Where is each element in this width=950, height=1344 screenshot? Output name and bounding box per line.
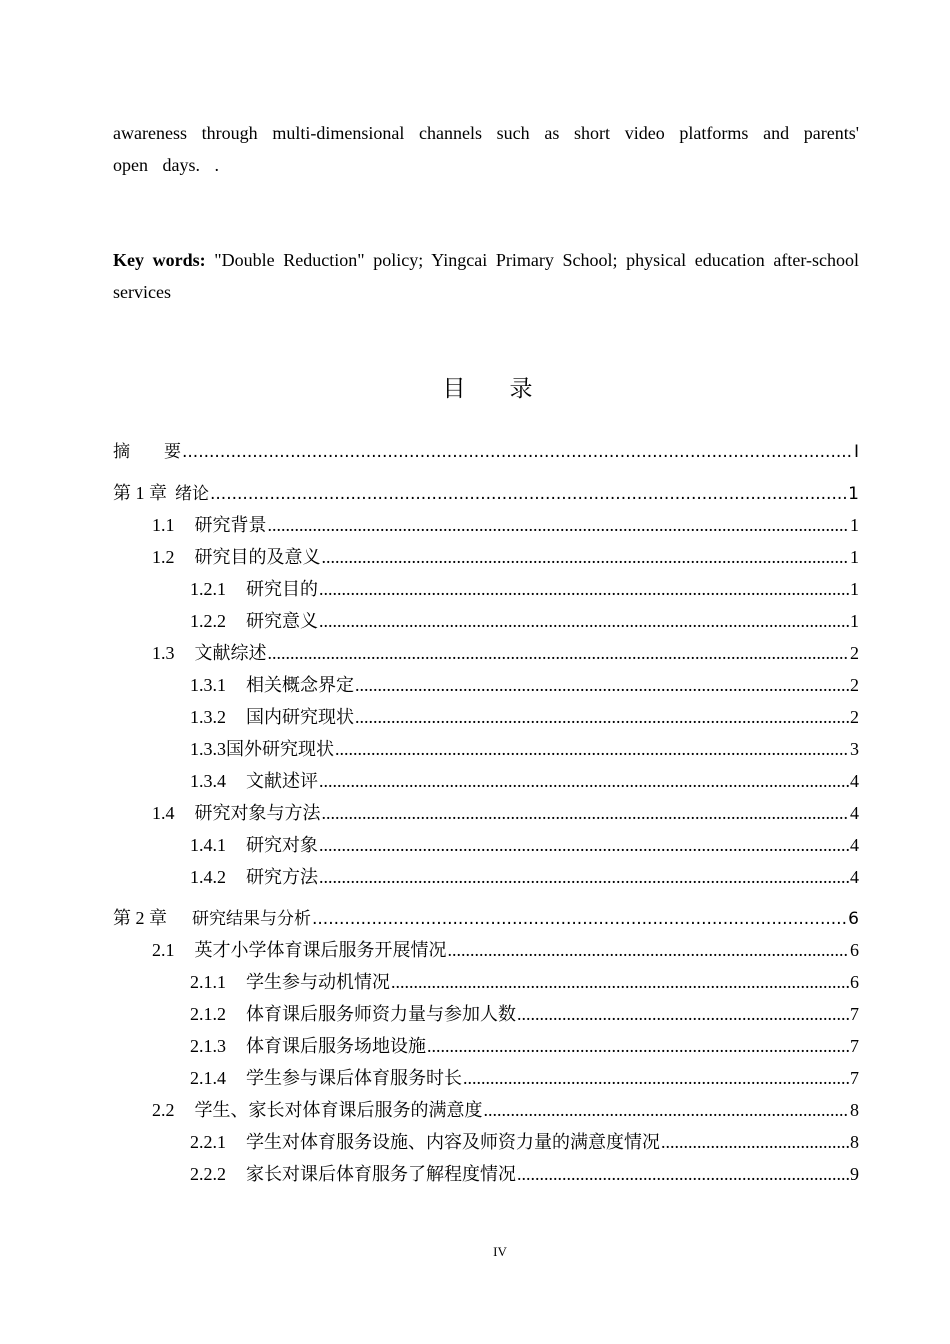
toc-entry-page: 2 xyxy=(850,643,859,663)
toc-leader-dots xyxy=(463,1062,849,1094)
toc-entry-page: I xyxy=(853,442,859,462)
toc-entry-page: 1 xyxy=(850,579,859,599)
toc-entry-page: 1 xyxy=(850,515,859,535)
toc-entry-title: 国外研究现状 xyxy=(226,739,334,759)
toc-entry-page: 4 xyxy=(850,867,859,887)
toc-entry-number: 2.2.1 xyxy=(190,1132,226,1152)
toc-entry-title: 国内研究现状 xyxy=(246,707,354,727)
toc-entry-number: 1.3.3 xyxy=(190,739,226,759)
toc-leader-dots xyxy=(355,701,849,733)
toc-entry-title: 研究结果与分析 xyxy=(175,909,311,929)
table-of-contents xyxy=(113,436,859,1190)
toc-entry-number: 1.1 xyxy=(152,515,175,535)
toc-entry-page: 6 xyxy=(848,909,859,929)
toc-leader-dots xyxy=(517,998,849,1030)
toc-entry[interactable] xyxy=(113,701,859,733)
toc-leader-dots xyxy=(355,669,849,701)
toc-entry-page: 7 xyxy=(850,1068,859,1088)
toc-entry-number: 1.4 xyxy=(152,803,175,823)
toc-entry-number: 2.1.4 xyxy=(190,1068,226,1088)
page-number: IV xyxy=(493,1244,507,1259)
toc-entry[interactable] xyxy=(113,1094,859,1126)
toc-entry-title: 学生对体育服务设施、内容及师资力量的满意度情况 xyxy=(246,1132,660,1152)
toc-title xyxy=(0,370,950,403)
toc-leader-dots xyxy=(322,797,850,829)
toc-entry-page: 4 xyxy=(850,771,859,791)
toc-entry-page: 4 xyxy=(850,803,859,823)
toc-leader-dots xyxy=(391,966,849,998)
toc-entry-page: 1 xyxy=(850,611,859,631)
toc-entry-title: 文献综述 xyxy=(194,643,267,663)
toc-entry-page: 6 xyxy=(850,972,859,992)
toc-entry-number: 2.1.1 xyxy=(190,972,226,992)
toc-entry-page: 7 xyxy=(850,1036,859,1056)
toc-leader-dots xyxy=(312,903,847,934)
toc-entry-page: 1 xyxy=(850,547,859,567)
toc-entry-title: 文献述评 xyxy=(246,771,318,791)
toc-leader-dots xyxy=(322,541,850,573)
toc-entry-number: 第 2 章 xyxy=(113,908,167,928)
keywords-paragraph xyxy=(113,244,859,308)
toc-entry[interactable] xyxy=(113,829,859,861)
toc-entry[interactable] xyxy=(113,765,859,797)
toc-entry-number: 2.1.2 xyxy=(190,1004,226,1024)
toc-leader-dots xyxy=(268,637,850,669)
toc-entry[interactable] xyxy=(113,966,859,998)
toc-entry-title: 学生参与课后体育服务时长 xyxy=(246,1068,462,1088)
keywords-text: "Double Reduction" policy; Yingcai Primary School; physical education after-school services xyxy=(113,250,859,302)
toc-entry-number: 1.2.1 xyxy=(190,579,226,599)
toc-leader-dots xyxy=(319,829,849,861)
toc-entry-page: 4 xyxy=(850,835,859,855)
toc-entry-title: 英才小学体育课后服务开展情况 xyxy=(194,940,447,960)
toc-entry-title: 体育课后服务场地设施 xyxy=(246,1036,426,1056)
toc-title-char: 目 xyxy=(442,376,466,402)
toc-entry-number: 2.1.3 xyxy=(190,1036,226,1056)
toc-entry[interactable] xyxy=(113,861,859,893)
toc-entry-title: 相关概念界定 xyxy=(246,675,354,695)
toc-entry[interactable] xyxy=(113,509,859,541)
toc-entry-title: 研究方法 xyxy=(246,867,318,887)
toc-entry-number: 1.4.2 xyxy=(190,867,226,887)
toc-entry-number: 1.3 xyxy=(152,643,175,663)
toc-entry-title: 研究目的 xyxy=(246,579,318,599)
toc-entry-number: 第 1 章 xyxy=(113,483,167,503)
toc-entry[interactable] xyxy=(113,605,859,637)
toc-entry-page: 8 xyxy=(850,1132,859,1152)
toc-entry-title: 研究意义 xyxy=(246,611,318,631)
toc-entry[interactable] xyxy=(113,733,859,765)
toc-entry-number: 1.3.2 xyxy=(190,707,226,727)
toc-entry[interactable] xyxy=(113,998,859,1030)
toc-leader-dots xyxy=(427,1030,849,1062)
toc-entry-page: 6 xyxy=(850,940,859,960)
toc-entry-page: 8 xyxy=(850,1100,859,1120)
toc-entry-title: 家长对课后体育服务了解程度情况 xyxy=(246,1164,516,1184)
toc-leader-dots xyxy=(319,765,849,797)
toc-entry-title: 绪论 xyxy=(175,484,209,504)
toc-entry-number: 2.2.2 xyxy=(190,1164,226,1184)
toc-entry-number: 2.2 xyxy=(152,1100,175,1120)
toc-entry[interactable] xyxy=(113,902,859,934)
toc-entry-title: 学生、家长对体育课后服务的满意度 xyxy=(194,1100,483,1120)
toc-entry-page: 3 xyxy=(850,739,859,759)
toc-entry-page: 2 xyxy=(850,707,859,727)
toc-entry-title: 学生参与动机情况 xyxy=(246,972,390,992)
toc-leader-dots xyxy=(319,605,849,637)
toc-entry[interactable] xyxy=(113,934,859,966)
toc-leader-dots xyxy=(319,573,849,605)
toc-entry[interactable] xyxy=(113,477,859,509)
abstract-paragraph-tail: awareness through multi-dimensional channels such as short video platforms and parents' open days. . xyxy=(113,123,859,175)
toc-leader-dots xyxy=(182,436,853,468)
toc-entry[interactable] xyxy=(113,1158,859,1190)
toc-leader-dots xyxy=(319,861,849,893)
toc-entry-page: 7 xyxy=(850,1004,859,1024)
toc-leader-dots xyxy=(210,478,847,509)
toc-entry[interactable] xyxy=(113,1062,859,1094)
toc-entry-page: 1 xyxy=(848,484,859,504)
toc-leader-dots xyxy=(268,509,850,541)
toc-entry-title: 研究背景 xyxy=(194,515,267,535)
toc-entry[interactable] xyxy=(113,1030,859,1062)
toc-entry[interactable] xyxy=(113,637,859,669)
toc-entry-number: 1.3.4 xyxy=(190,771,226,791)
toc-entry[interactable] xyxy=(113,1126,859,1158)
toc-entry[interactable] xyxy=(113,669,859,701)
toc-entry-page: 2 xyxy=(850,675,859,695)
toc-entry[interactable] xyxy=(113,573,859,605)
toc-leader-dots xyxy=(484,1094,850,1126)
toc-entry-number: 1.2 xyxy=(152,547,175,567)
toc-title-char: 录 xyxy=(509,376,533,402)
toc-entry[interactable] xyxy=(113,797,859,829)
toc-leader-dots xyxy=(661,1126,849,1158)
toc-entry-title: 体育课后服务师资力量与参加人数 xyxy=(246,1004,516,1024)
toc-entry-title: 研究对象与方法 xyxy=(194,803,321,823)
toc-entry-title: 摘 要 xyxy=(113,442,181,462)
toc-entry-title: 研究对象 xyxy=(246,835,318,855)
toc-leader-dots xyxy=(335,733,849,765)
toc-entry-number: 2.1 xyxy=(152,940,175,960)
toc-leader-dots xyxy=(517,1158,849,1190)
toc-entry[interactable] xyxy=(113,541,859,573)
toc-entry-number: 1.2.2 xyxy=(190,611,226,631)
toc-entry-number: 1.3.1 xyxy=(190,675,226,695)
toc-entry[interactable] xyxy=(113,436,859,468)
toc-entry-number: 1.4.1 xyxy=(190,835,226,855)
keywords-label: Key words: xyxy=(113,250,206,270)
toc-entry-title: 研究目的及意义 xyxy=(194,547,321,567)
toc-leader-dots xyxy=(448,934,850,966)
toc-entry-page: 9 xyxy=(850,1164,859,1184)
